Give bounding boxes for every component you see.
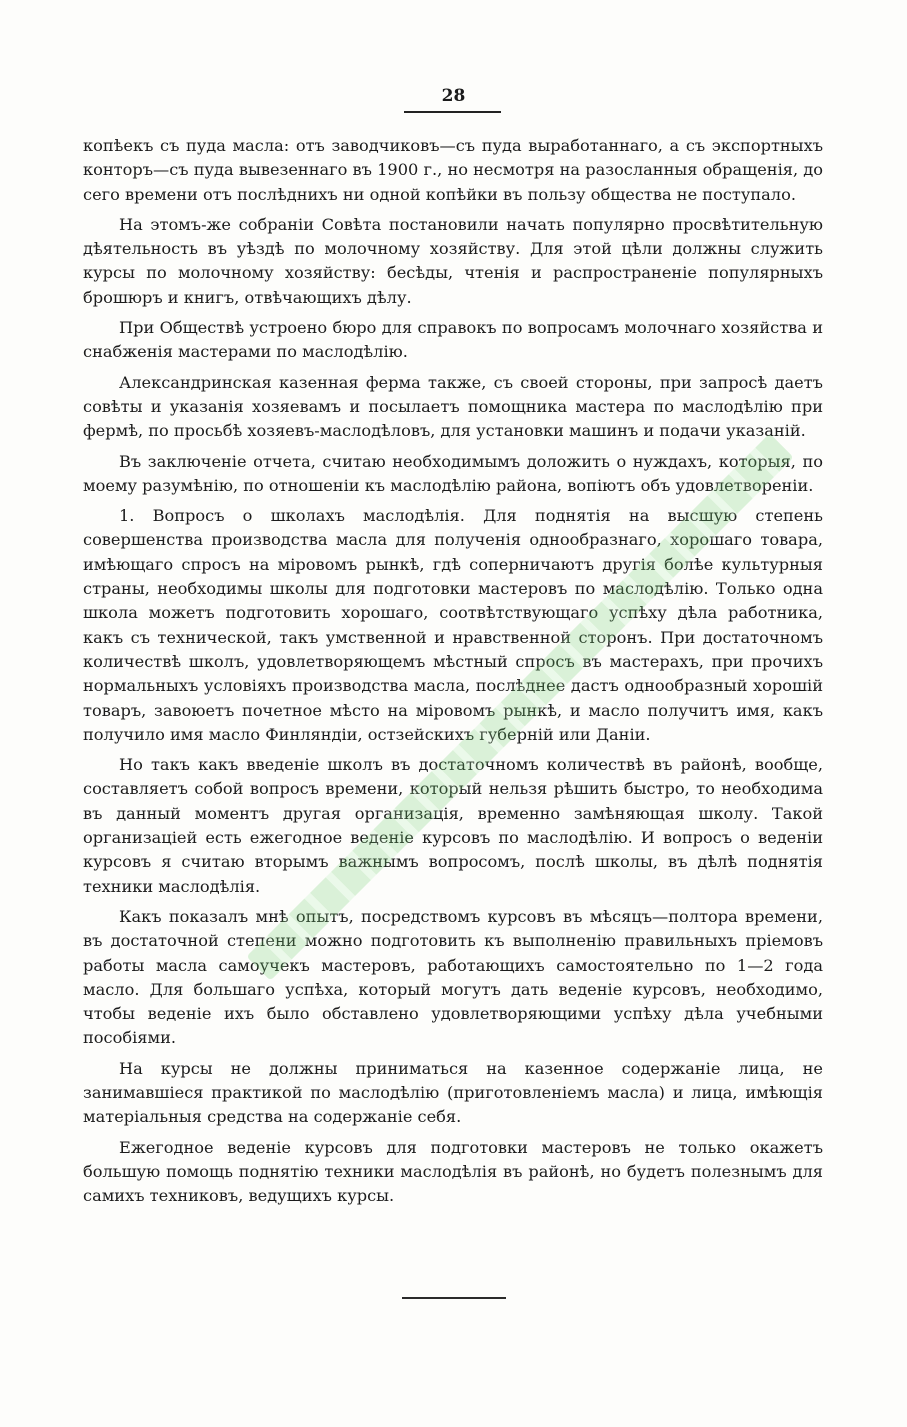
page-number-rule	[404, 111, 501, 113]
paragraph: Александринская казенная ферма также, съ своей стороны, при запросѣ даетъ совѣты и указанія хозяевамъ и посылаетъ помощника мастера по маслодѣлію при фермѣ, по просьбѣ хозяевъ-маслодѣловъ, для установки машинъ и подачи указаній.	[83, 372, 823, 441]
body-text	[83, 134, 823, 1214]
section-end-rule	[402, 1297, 506, 1299]
page-number: 28	[441, 86, 466, 106]
paragraph: Но такъ какъ введеніе школъ въ достаточномъ количествѣ въ районѣ, вообще, составляетъ собой вопросъ времени, который нельзя рѣшить быстро, то необходима въ данный моментъ другая организація, временно замѣняющая школу. Такой организаціей есть ежегодное веденіе курсовъ по маслодѣлію. И вопросъ о веденіи курсовъ я считаю вторымъ важнымъ вопросомъ, послѣ школы, въ дѣлѣ поднятія техники маслодѣлія.	[83, 755, 823, 896]
paragraph: Ежегодное веденіе курсовъ для подготовки мастеровъ не только окажетъ большую помощь поднятію техники маслодѣлія въ районѣ, но будетъ полезнымъ для самихъ техниковъ, ведущихъ курсы.	[83, 1137, 823, 1206]
paragraph: При Обществѣ устроено бюро для справокъ по вопросамъ молочнаго хозяйства и снабженія мастерами по маслодѣлію.	[83, 318, 823, 362]
paragraph: копѣекъ съ пуда масла: отъ заводчиковъ—съ пуда выработаннаго, а съ экспортныхъ конторъ—съ пуда вывезеннаго въ 1900 г., но несмотря на разосланныя обращенія, до сего времени отъ послѣднихъ ни одной копѣйки въ пользу общества не поступало.	[83, 136, 823, 204]
paragraph: Какъ показалъ мнѣ опытъ, посредствомъ курсовъ въ мѣсяцъ—полтора времени, въ достаточной степени можно подготовить къ выполненію правильныхъ пріемовъ работы масла самоучекъ мастеровъ, работающихъ самостоятельно по 1—2 года масло. Для большаго успѣха, который могутъ дать веденіе курсовъ, необходимо, чтобы веденіе ихъ было обставлено удовлетворяющими успѣху дѣла учебными пособіями.	[83, 906, 823, 1048]
paragraph: Въ заключеніе отчета, считаю необходимымъ доложить о нуждахъ, которыя, по моему разумѣнію, по отношеніи къ маслодѣлію района, вопіютъ объ удовлетвореніи.	[83, 451, 823, 495]
paragraph: На курсы не должны приниматься на казенное содержаніе лица, не занимавшіеся практикой по маслодѣлію (приготовленіемъ масла) и лица, имѣющія матеріальныя средства на содержаніе себя.	[83, 1058, 823, 1127]
paragraph: 1. Вопросъ о школахъ маслодѣлія. Для поднятія на высшую степень совершенства производства масла для полученія однообразнаго, хорошаго товара, имѣющаго спросъ на міровомъ рынкѣ, гдѣ соперничаютъ другія болѣе культурныя страны, необходимы школы для подготовки мастеровъ по маслодѣлію. Только одна школа можетъ подготовить хорошаго, соотвѣтствующаго успѣху дѣла работника, какъ съ технической, такъ умственной и нравственной сторонъ. При достаточномъ количествѣ школъ, удовлетворяющемъ мѣстный спросъ въ мастерахъ, при прочихъ нормальныхъ условіяхъ производства масла, послѣднее дастъ однообразный хорошій товаръ, завоюетъ почетное мѣсто на міровомъ рынкѣ, и масло получитъ имя, какъ получило имя масло Финляндіи, остзейскихъ губерній или Даніи.	[83, 506, 823, 744]
paragraph: На этомъ-же собраніи Совѣта постановили начать популярно просвѣтительную дѣятельность въ уѣздѣ по молочному хозяйству. Для этой цѣли должны служить курсы по молочному хозяйству: бесѣды, чтенія и распространеніе популярныхъ брошюръ и книгъ, отвѣчающихъ дѣлу.	[83, 214, 823, 307]
